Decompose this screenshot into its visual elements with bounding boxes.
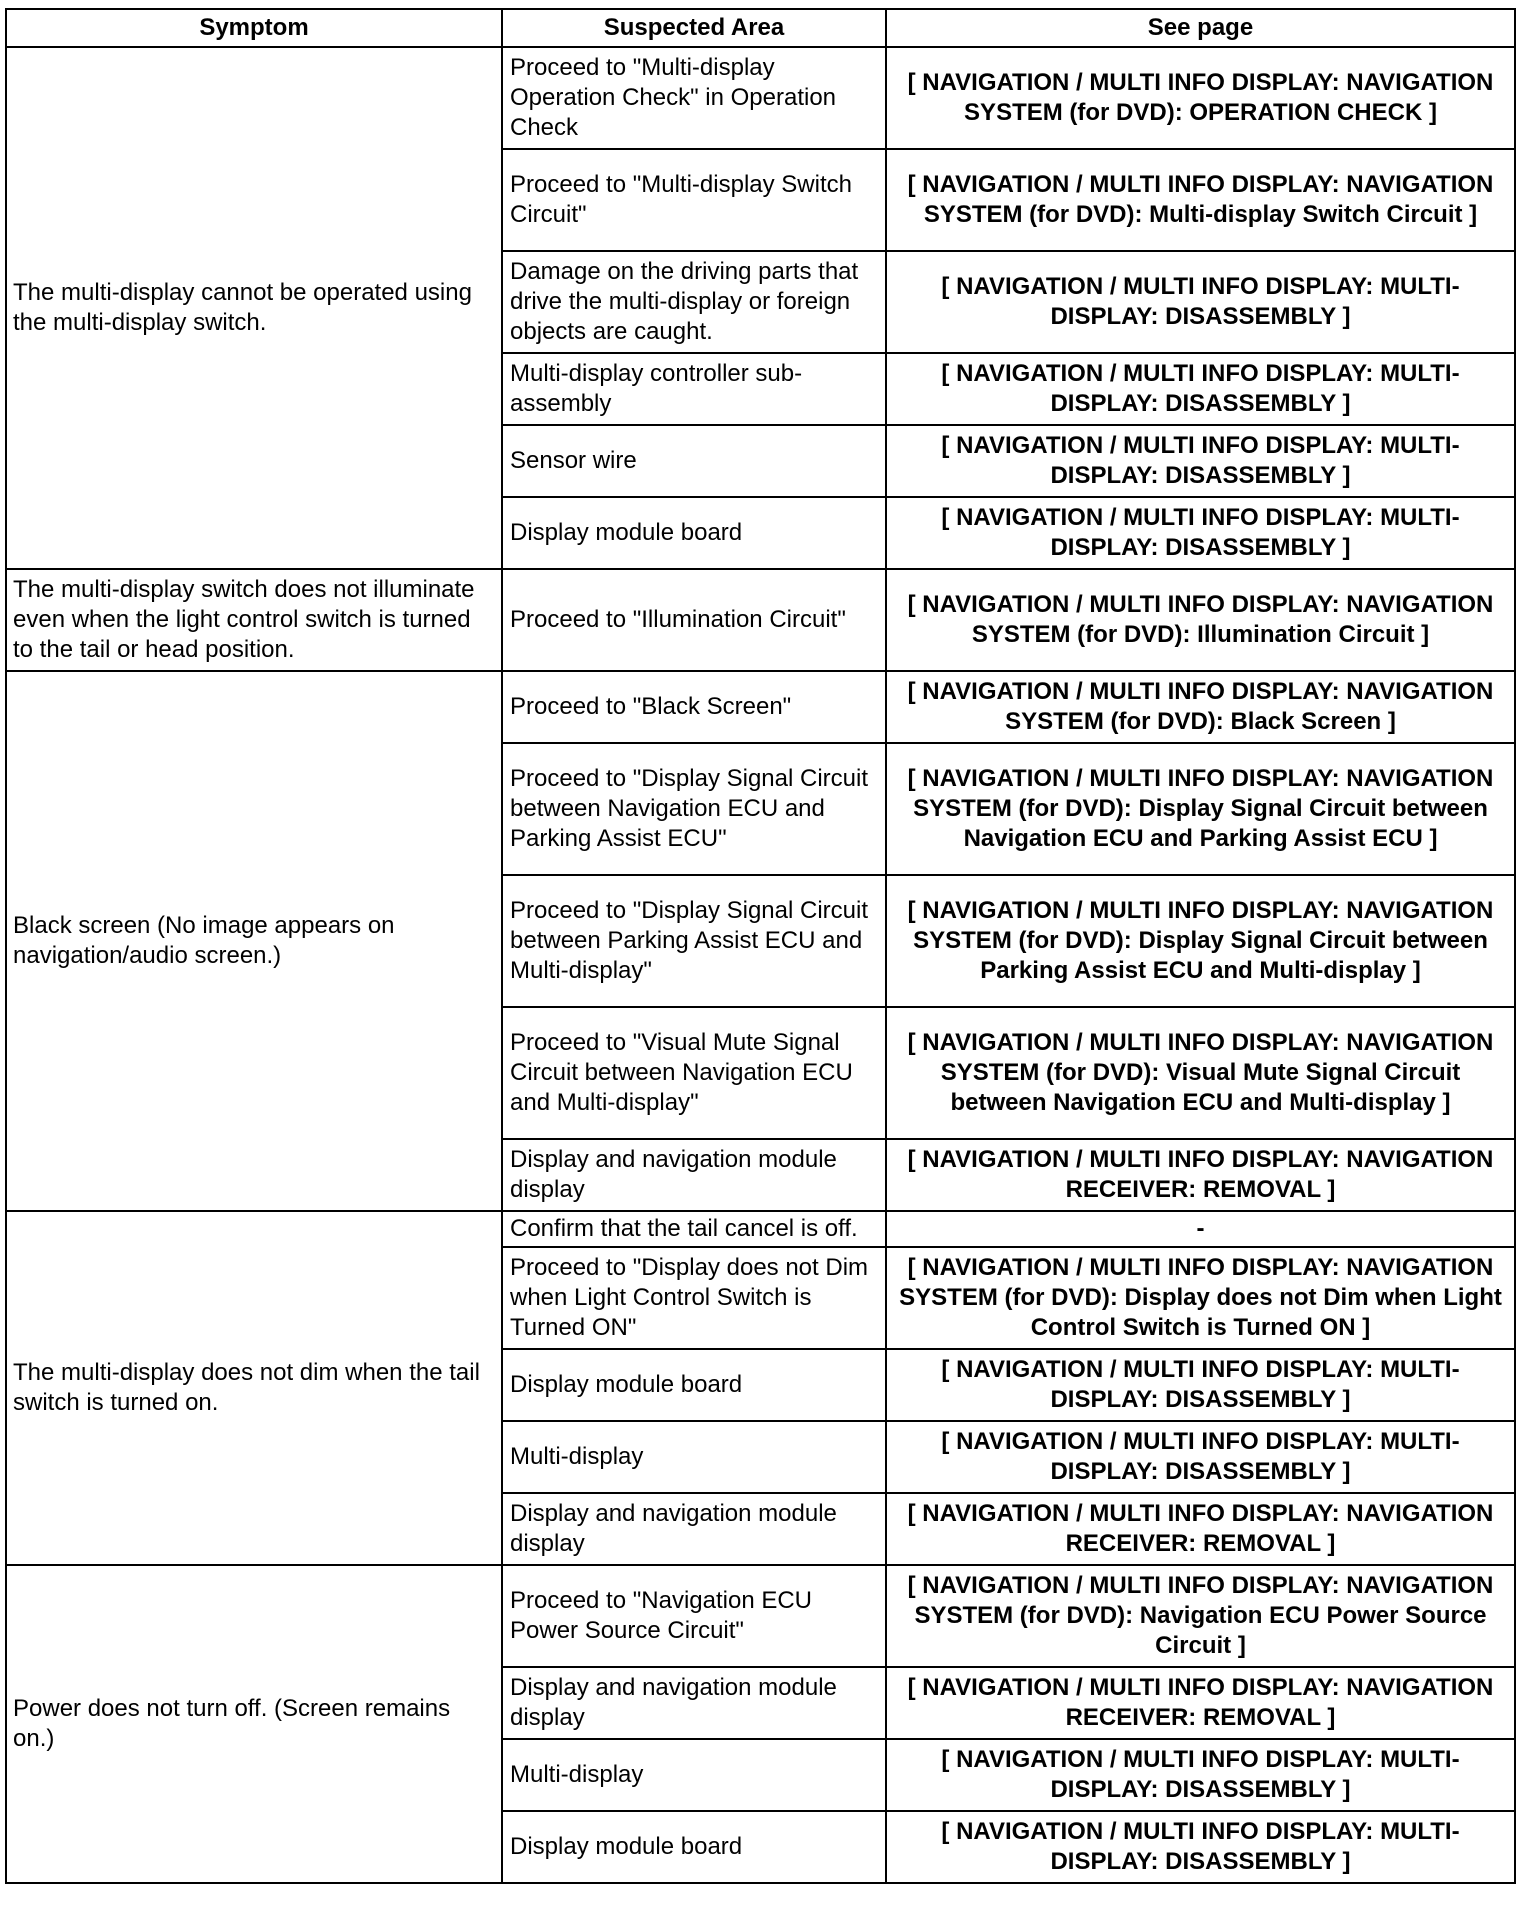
column-header-see-page: See page <box>886 9 1515 47</box>
see-page-link[interactable]: [ NAVIGATION / MULTI INFO DISPLAY: NAVIGATION SYSTEM (for DVD): Multi-display Switch Circuit ] <box>886 149 1515 251</box>
suspected-area-cell: Proceed to "Illumination Circuit" <box>502 569 886 671</box>
header-row <box>6 9 1515 47</box>
see-page-link[interactable]: [ NAVIGATION / MULTI INFO DISPLAY: MULTI-DISPLAY: DISASSEMBLY ] <box>886 1349 1515 1421</box>
suspected-area-cell: Confirm that the tail cancel is off. <box>502 1211 886 1247</box>
see-page-link[interactable]: [ NAVIGATION / MULTI INFO DISPLAY: MULTI-DISPLAY: DISASSEMBLY ] <box>886 251 1515 353</box>
suspected-area-cell: Proceed to "Display Signal Circuit between Navigation ECU and Parking Assist ECU" <box>502 743 886 875</box>
table-row <box>6 569 1515 671</box>
suspected-area-cell: Display module board <box>502 1811 886 1883</box>
table-row <box>6 47 1515 149</box>
suspected-area-cell: Damage on the driving parts that drive the multi-display or foreign objects are caught. <box>502 251 886 353</box>
table-row <box>6 1565 1515 1667</box>
suspected-area-cell: Proceed to "Black Screen" <box>502 671 886 743</box>
suspected-area-cell: Display module board <box>502 1349 886 1421</box>
see-page-link[interactable]: [ NAVIGATION / MULTI INFO DISPLAY: MULTI-DISPLAY: DISASSEMBLY ] <box>886 1421 1515 1493</box>
see-page-link[interactable]: [ NAVIGATION / MULTI INFO DISPLAY: NAVIGATION RECEIVER: REMOVAL ] <box>886 1139 1515 1211</box>
column-header-symptom: Symptom <box>6 9 502 47</box>
troubleshooting-table <box>5 8 1516 1884</box>
suspected-area-cell: Display and navigation module display <box>502 1493 886 1565</box>
see-page-link[interactable]: [ NAVIGATION / MULTI INFO DISPLAY: MULTI-DISPLAY: DISASSEMBLY ] <box>886 425 1515 497</box>
table-row <box>6 1211 1515 1247</box>
symptom-cell: Power does not turn off. (Screen remains on.) <box>6 1565 502 1883</box>
suspected-area-cell: Proceed to "Display Signal Circuit between Parking Assist ECU and Multi-display" <box>502 875 886 1007</box>
symptom-cell: The multi-display does not dim when the tail switch is turned on. <box>6 1211 502 1565</box>
see-page-link[interactable]: [ NAVIGATION / MULTI INFO DISPLAY: MULTI-DISPLAY: DISASSEMBLY ] <box>886 1739 1515 1811</box>
table-row <box>6 671 1515 743</box>
symptom-cell: The multi-display cannot be operated using the multi-display switch. <box>6 47 502 569</box>
see-page-link[interactable]: [ NAVIGATION / MULTI INFO DISPLAY: NAVIGATION SYSTEM (for DVD): Black Screen ] <box>886 671 1515 743</box>
see-page-cell: - <box>886 1211 1515 1247</box>
see-page-link[interactable]: [ NAVIGATION / MULTI INFO DISPLAY: NAVIGATION SYSTEM (for DVD): Display Signal Circuit between Navigation ECU and Parking Assist ECU ] <box>886 743 1515 875</box>
suspected-area-cell: Proceed to "Display does not Dim when Light Control Switch is Turned ON" <box>502 1247 886 1349</box>
see-page-link[interactable]: [ NAVIGATION / MULTI INFO DISPLAY: NAVIGATION SYSTEM (for DVD): Illumination Circuit ] <box>886 569 1515 671</box>
see-page-link[interactable]: [ NAVIGATION / MULTI INFO DISPLAY: NAVIGATION SYSTEM (for DVD): Visual Mute Signal Circuit between Navigation ECU and Multi-display ] <box>886 1007 1515 1139</box>
suspected-area-cell: Multi-display <box>502 1421 886 1493</box>
suspected-area-cell: Display module board <box>502 497 886 569</box>
suspected-area-cell: Multi-display <box>502 1739 886 1811</box>
suspected-area-cell: Display and navigation module display <box>502 1139 886 1211</box>
suspected-area-cell: Sensor wire <box>502 425 886 497</box>
symptom-cell: The multi-display switch does not illuminate even when the light control switch is turned to the tail or head position. <box>6 569 502 671</box>
suspected-area-cell: Proceed to "Navigation ECU Power Source Circuit" <box>502 1565 886 1667</box>
suspected-area-cell: Proceed to "Multi-display Switch Circuit" <box>502 149 886 251</box>
see-page-link[interactable]: [ NAVIGATION / MULTI INFO DISPLAY: NAVIGATION SYSTEM (for DVD): Display Signal Circuit between Parking Assist ECU and Multi-display ] <box>886 875 1515 1007</box>
see-page-link[interactable]: [ NAVIGATION / MULTI INFO DISPLAY: MULTI-DISPLAY: DISASSEMBLY ] <box>886 497 1515 569</box>
see-page-link[interactable]: [ NAVIGATION / MULTI INFO DISPLAY: NAVIGATION SYSTEM (for DVD): OPERATION CHECK ] <box>886 47 1515 149</box>
see-page-link[interactable]: [ NAVIGATION / MULTI INFO DISPLAY: NAVIGATION RECEIVER: REMOVAL ] <box>886 1493 1515 1565</box>
see-page-link[interactable]: [ NAVIGATION / MULTI INFO DISPLAY: MULTI-DISPLAY: DISASSEMBLY ] <box>886 353 1515 425</box>
suspected-area-cell: Multi-display controller sub-assembly <box>502 353 886 425</box>
see-page-link[interactable]: [ NAVIGATION / MULTI INFO DISPLAY: NAVIGATION RECEIVER: REMOVAL ] <box>886 1667 1515 1739</box>
symptom-cell: Black screen (No image appears on navigation/audio screen.) <box>6 671 502 1211</box>
see-page-link[interactable]: [ NAVIGATION / MULTI INFO DISPLAY: NAVIGATION SYSTEM (for DVD): Navigation ECU Power Source Circuit ] <box>886 1565 1515 1667</box>
suspected-area-cell: Display and navigation module display <box>502 1667 886 1739</box>
see-page-link[interactable]: [ NAVIGATION / MULTI INFO DISPLAY: NAVIGATION SYSTEM (for DVD): Display does not Dim when Light Control Switch is Turned ON ] <box>886 1247 1515 1349</box>
suspected-area-cell: Proceed to "Visual Mute Signal Circuit between Navigation ECU and Multi-display" <box>502 1007 886 1139</box>
see-page-link[interactable]: [ NAVIGATION / MULTI INFO DISPLAY: MULTI-DISPLAY: DISASSEMBLY ] <box>886 1811 1515 1883</box>
suspected-area-cell: Proceed to "Multi-display Operation Check" in Operation Check <box>502 47 886 149</box>
column-header-suspected-area: Suspected Area <box>502 9 886 47</box>
